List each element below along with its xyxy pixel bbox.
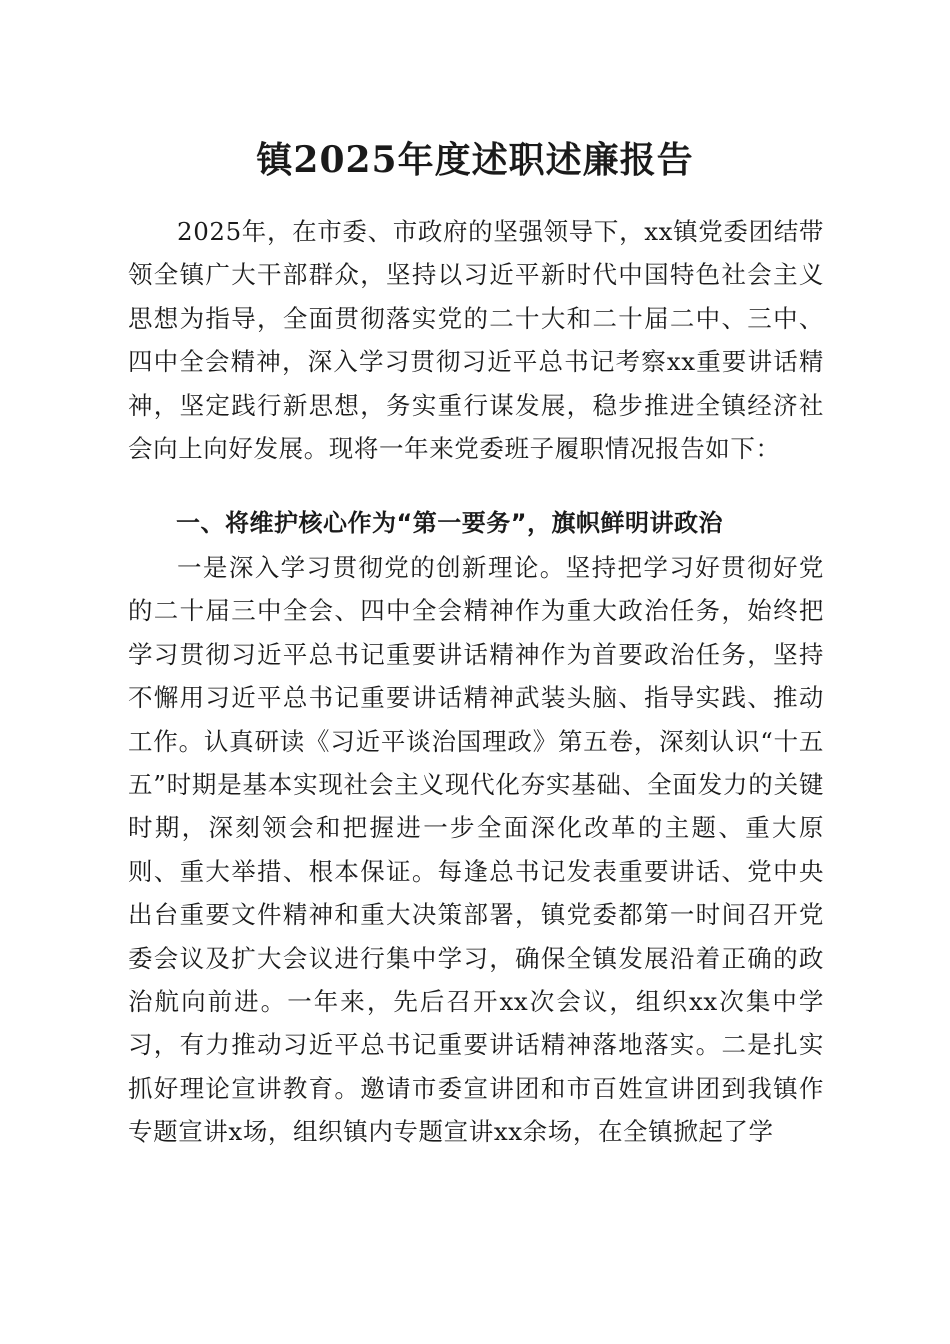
section-heading: 一、将维护核心作为“第一要务”，旗帜鲜明讲政治 [176, 509, 724, 537]
intro-paragraph: 2025年，在市委、市政府的坚强领导下，xx镇党委团结带领全镇广大干部群众，坚持以习近平新时代中国特色社会主义思想为指导，全面贯彻落实党的二十大和二十届二中、三中、四中全会精神，深入学习贯彻习近平总书记考察xx重要讲话精神，坚定践行新思想，务实重行谋发展，稳步推进全镇经济社会向上向好发展。现将一年来党委班子履职情况报告如下： [128, 217, 824, 464]
body-paragraph: 一是深入学习贯彻党的创新理论。坚持把学习好贯彻好党的二十届三中全会、四中全会精神作为重大政治任务，始终把学习贯彻习近平总书记重要讲话精神作为首要政治任务，坚持不懈用习近平总书记重要讲话精神武装头脑、指导实践、推动工作。认真研读《习近平谈治国理政》第五卷，深刻认识“十五五”时期是基本实现社会主义现代化夯实基础、全面发力的关键时期，深刻领会和把握进一步全面深化改革的主题、重大原则、重大举措、根本保证。每逢总书记发表重要讲话、党中央出台重要文件精神和重大决策部署，镇党委都第一时间召开党委会议及扩大会议进行集中学习，确保全镇发展沿着正确的政治航向前进。一年来，先后召开xx次会议，组织xx次集中学习，有力推动习近平总书记重要讲话精神落地落实。二是扎实抓好理论宣讲教育。邀请市委宣讲团和市百姓宣讲团到我镇作专题宣讲x场，组织镇内专题宣讲xx余场，在全镇掀起了学 [128, 553, 824, 1147]
document-title: 镇2025年度述职述廉报告 [256, 139, 694, 181]
